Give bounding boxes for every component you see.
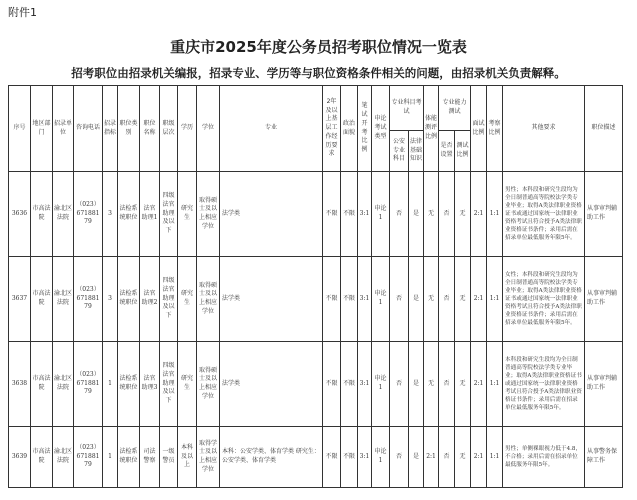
cell-interview-ratio: 2:1 xyxy=(471,172,487,257)
cell-degree: 取得硕士及以上相应学位 xyxy=(197,172,220,257)
cell-seq: 3636 xyxy=(9,172,31,257)
cell-interview-ratio: 2:1 xyxy=(471,342,487,427)
cell-unit: 渝北区法院 xyxy=(53,257,74,342)
header-rank: 职级层次 xyxy=(160,86,178,172)
cell-quota: 3 xyxy=(103,257,118,342)
cell-phone: （023）67188179 xyxy=(74,257,103,342)
cell-description: 从事审判辅助工作 xyxy=(585,257,623,342)
cell-description: 从事警务保障工作 xyxy=(585,427,623,488)
cell-fitness-ratio: 无 xyxy=(424,342,439,427)
header-region: 地区部门 xyxy=(31,86,53,172)
header-law-basics: 法律基础知识 xyxy=(409,131,424,172)
cell-police-subject: 否 xyxy=(390,172,409,257)
cell-police-subject: 否 xyxy=(390,427,409,488)
header-essay-type: 申论考试类型 xyxy=(372,86,390,172)
cell-test-ratio: 无 xyxy=(455,257,471,342)
attachment-label: 附件1 xyxy=(8,6,37,19)
header-written-ratio: 笔试开考比例 xyxy=(358,86,372,172)
header-degree: 学位 xyxy=(197,86,220,172)
cell-rank: 四级法官助理及以下 xyxy=(160,257,178,342)
cell-is-set: 否 xyxy=(439,172,455,257)
table-row xyxy=(9,172,623,257)
cell-police-subject: 否 xyxy=(390,257,409,342)
cell-unit: 渝北区法院 xyxy=(53,342,74,427)
cell-description: 从事审判辅助工作 xyxy=(585,342,623,427)
cell-other: 本科段和研究生段均为全日制普通高等院校法学类专业毕业；取得A类法律职业资格证书或通过国家统一法律职业资格考试且符合授予A类法律职业资格证书条件；录用后需在招录单位最低服务年限5年。 xyxy=(503,342,585,427)
cell-essay-type: 申论1 xyxy=(372,172,390,257)
cell-written-ratio: 3:1 xyxy=(358,172,372,257)
cell-position: 司法警察 xyxy=(140,427,160,488)
header-phone: 咨询电话 xyxy=(74,86,103,172)
header-category: 职位类别 xyxy=(118,86,140,172)
cell-education: 研究生 xyxy=(178,342,197,427)
cell-phone: （023）67188179 xyxy=(74,342,103,427)
cell-other: 男性；本科段和研究生段均为全日制普通高等院校法学类专业毕业；取得A类法律职业资格证书或通过国家统一法律职业资格考试且符合授予A类法律职业资格证书条件；录用后需在招录单位最低服务年限5年。 xyxy=(503,172,585,257)
cell-grassroots: 不限 xyxy=(323,172,341,257)
cell-phone: （023）67188179 xyxy=(74,427,103,488)
table-body xyxy=(9,172,623,488)
cell-major: 本科：公安学类、体育学类 研究生：公安学类、体育学类 xyxy=(220,427,323,488)
cell-rank: 四级法官助理及以下 xyxy=(160,172,178,257)
cell-major: 法学类 xyxy=(220,172,323,257)
header-political: 政治面貌 xyxy=(341,86,358,172)
header-prof-exam: 专业科目考试 xyxy=(390,86,424,131)
cell-region: 市高法院 xyxy=(31,427,53,488)
cell-test-ratio: 无 xyxy=(455,427,471,488)
cell-education: 本科及以上 xyxy=(178,427,197,488)
cell-seq: 3639 xyxy=(9,427,31,488)
cell-other: 男性；单侧裸眼视力低于4.8，不合格；录用后需在招录单位最低服务年限5年。 xyxy=(503,427,585,488)
cell-fitness-ratio: 无 xyxy=(424,257,439,342)
cell-education: 研究生 xyxy=(178,172,197,257)
cell-category: 法检系统职位 xyxy=(118,342,140,427)
cell-unit: 渝北区法院 xyxy=(53,172,74,257)
cell-grassroots: 不限 xyxy=(323,342,341,427)
cell-major: 法学类 xyxy=(220,342,323,427)
cell-is-set: 否 xyxy=(439,427,455,488)
cell-political: 不限 xyxy=(341,172,358,257)
cell-quota: 1 xyxy=(103,342,118,427)
cell-seq: 3638 xyxy=(9,342,31,427)
cell-description: 从事审判辅助工作 xyxy=(585,172,623,257)
header-inspect-ratio: 考察比例 xyxy=(487,86,503,172)
header-police-subject: 公安专业科目 xyxy=(390,131,409,172)
header-quota: 招录指标 xyxy=(103,86,118,172)
document-subtitle: 招考职位由招录机关编报，招录专业、学历等与职位资格条件相关的问题，由招录机关负责解释。 xyxy=(71,66,566,80)
cell-region: 市高法院 xyxy=(31,257,53,342)
cell-rank: 一级警员 xyxy=(160,427,178,488)
cell-test-ratio: 无 xyxy=(455,342,471,427)
cell-region: 市高法院 xyxy=(31,172,53,257)
cell-essay-type: 申论1 xyxy=(372,257,390,342)
cell-degree: 取得学士及以上相应学位 xyxy=(197,427,220,488)
cell-law-basics: 是 xyxy=(409,342,424,427)
table-row xyxy=(9,342,623,427)
cell-inspect-ratio: 1:1 xyxy=(487,172,503,257)
header-interview-ratio: 面试比例 xyxy=(471,86,487,172)
cell-written-ratio: 3:1 xyxy=(358,427,372,488)
cell-essay-type: 申论1 xyxy=(372,342,390,427)
cell-inspect-ratio: 1:1 xyxy=(487,427,503,488)
cell-law-basics: 是 xyxy=(409,172,424,257)
header-ability-test: 专业能力测试 xyxy=(439,86,471,131)
cell-category: 法检系统职位 xyxy=(118,427,140,488)
cell-rank: 四级法官助理及以下 xyxy=(160,342,178,427)
header-education: 学历 xyxy=(178,86,197,172)
cell-is-set: 否 xyxy=(439,257,455,342)
cell-interview-ratio: 2:1 xyxy=(471,257,487,342)
cell-grassroots: 不限 xyxy=(323,427,341,488)
cell-quota: 1 xyxy=(103,427,118,488)
cell-interview-ratio: 2:1 xyxy=(471,427,487,488)
cell-is-set: 否 xyxy=(439,342,455,427)
cell-seq: 3637 xyxy=(9,257,31,342)
header-seq: 序号 xyxy=(9,86,31,172)
cell-position: 法官助理3 xyxy=(140,342,160,427)
cell-region: 市高法院 xyxy=(31,342,53,427)
header-grassroots: 2年及以上基层工作经历要求 xyxy=(323,86,341,172)
header-position: 职位名称 xyxy=(140,86,160,172)
cell-political: 不限 xyxy=(341,342,358,427)
cell-law-basics: 是 xyxy=(409,257,424,342)
table-row xyxy=(9,427,623,488)
cell-position: 法官助理1 xyxy=(140,172,160,257)
document-title: 重庆市2025年度公务员招考职位情况一览表 xyxy=(170,38,467,56)
cell-other: 女性；本科段和研究生段均为全日制普通高等院校法学类专业毕业；取得A类法律职业资格证书或通过国家统一法律职业资格考试且符合授予A类法律职业资格证书条件；录用后需在招录单位最低服务年限5年。 xyxy=(503,257,585,342)
header-major: 专业 xyxy=(220,86,323,172)
cell-phone: （023）67188179 xyxy=(74,172,103,257)
cell-essay-type: 申论1 xyxy=(372,427,390,488)
cell-written-ratio: 3:1 xyxy=(358,257,372,342)
cell-degree: 取得硕士及以上相应学位 xyxy=(197,342,220,427)
table-row xyxy=(9,257,623,342)
cell-written-ratio: 3:1 xyxy=(358,342,372,427)
cell-fitness-ratio: 无 xyxy=(424,172,439,257)
header-is-set: 是否设置 xyxy=(439,131,455,172)
positions-table xyxy=(8,85,623,488)
cell-test-ratio: 无 xyxy=(455,172,471,257)
cell-degree: 取得硕士及以上相应学位 xyxy=(197,257,220,342)
header-test-ratio: 测试比例 xyxy=(455,131,471,172)
cell-law-basics: 是 xyxy=(409,427,424,488)
cell-fitness-ratio: 2:1 xyxy=(424,427,439,488)
cell-category: 法检系统职位 xyxy=(118,172,140,257)
header-fitness-ratio: 体能测评比例 xyxy=(424,86,439,172)
cell-political: 不限 xyxy=(341,427,358,488)
cell-education: 研究生 xyxy=(178,257,197,342)
cell-grassroots: 不限 xyxy=(323,257,341,342)
header-description: 职位描述 xyxy=(585,86,623,172)
cell-unit: 渝北区法院 xyxy=(53,427,74,488)
header-other: 其他要求 xyxy=(503,86,585,172)
cell-police-subject: 否 xyxy=(390,342,409,427)
header-unit: 招录单位 xyxy=(53,86,74,172)
cell-position: 法官助理2 xyxy=(140,257,160,342)
cell-category: 法检系统职位 xyxy=(118,257,140,342)
cell-major: 法学类 xyxy=(220,257,323,342)
cell-inspect-ratio: 1:1 xyxy=(487,257,503,342)
cell-quota: 3 xyxy=(103,172,118,257)
cell-political: 不限 xyxy=(341,257,358,342)
cell-inspect-ratio: 1:1 xyxy=(487,342,503,427)
